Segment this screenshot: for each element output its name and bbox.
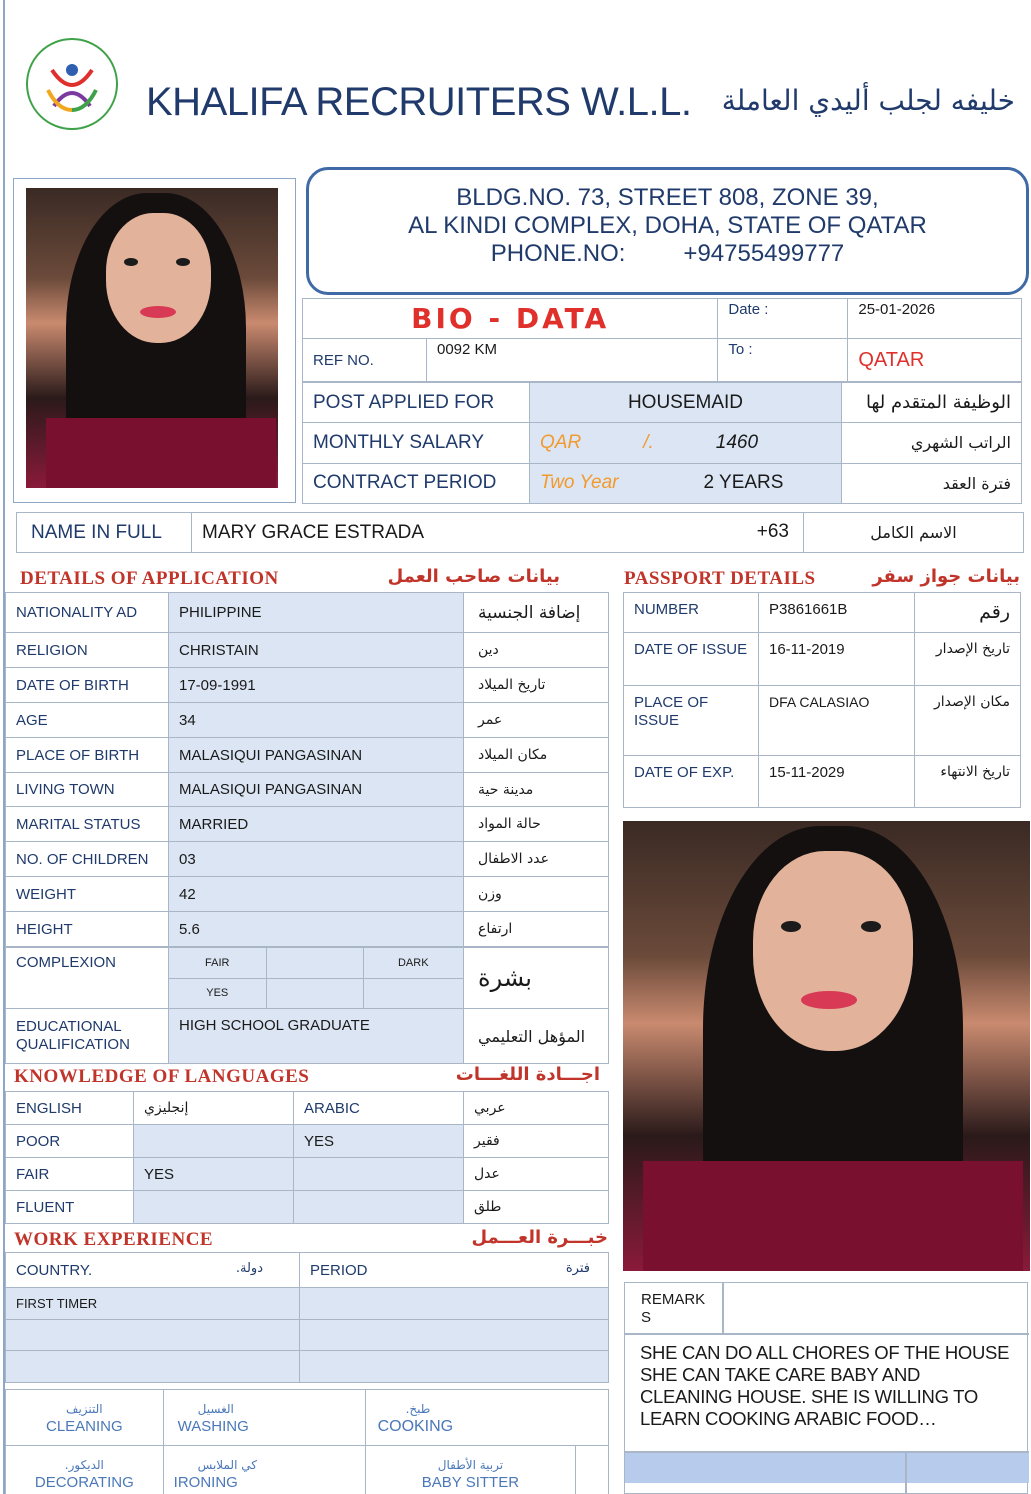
language-english-value	[134, 1191, 294, 1224]
complexion-fair: FAIR	[169, 948, 266, 978]
work-table	[5, 1252, 609, 1383]
passport-label: DATE OF EXP.	[624, 756, 759, 808]
application-label: RELIGION	[6, 633, 169, 668]
lang-english: ENGLISH	[6, 1092, 134, 1125]
work-first-timer: FIRST TIMER	[6, 1288, 300, 1320]
application-value: MALASIQUI PANGASINAN	[169, 773, 464, 807]
post-table	[302, 382, 1022, 504]
application-arabic: تاريخ الميلاد	[464, 668, 609, 703]
passport-heading: PASSPORT DETAILS	[624, 568, 816, 589]
language-english-value	[134, 1125, 294, 1158]
languages-table	[5, 1091, 609, 1224]
passport-value: 15-11-2029	[759, 756, 915, 808]
language-level: FLUENT	[6, 1191, 134, 1224]
application-label: NATIONALITY AD	[6, 593, 169, 633]
application-arabic: ارتفاع	[464, 912, 609, 947]
bio-data-title: BIO - DATA	[303, 299, 718, 339]
company-name: KHALIFA RECRUITERS W.L.L.	[146, 80, 692, 124]
application-value: 42	[169, 877, 464, 912]
language-level-arabic: طلق	[464, 1191, 609, 1224]
application-row	[6, 593, 609, 633]
passport-arabic: تاريخ الإصدار	[915, 633, 1021, 686]
passport-value: DFA CALASIAO	[759, 686, 915, 756]
salary-value: QAR /. 1460	[530, 423, 842, 463]
passport-table	[623, 592, 1021, 808]
language-arabic-value	[294, 1191, 464, 1224]
application-value: CHRISTAIN	[169, 633, 464, 668]
language-level-arabic: عدل	[464, 1158, 609, 1191]
date-value: 25-01-2026	[848, 299, 1022, 339]
company-logo	[26, 38, 118, 130]
to-value: QATAR	[848, 339, 1022, 382]
language-row	[6, 1191, 609, 1224]
language-level-arabic: فقير	[464, 1125, 609, 1158]
application-value: 34	[169, 703, 464, 738]
application-value: PHILIPPINE	[169, 593, 464, 633]
application-arabic: عدد الاطفال	[464, 842, 609, 877]
passport-label: NUMBER	[624, 593, 759, 633]
languages-heading: KNOWLEDGE OF LANGUAGES	[14, 1066, 310, 1087]
passport-label: PLACE OF ISSUE	[624, 686, 759, 756]
application-row	[6, 738, 609, 773]
phone-number: +94755499777	[683, 240, 845, 267]
phone-label: PHONE.NO:	[490, 240, 626, 267]
passport-value: 16-11-2019	[759, 633, 915, 686]
application-arabic: عمر	[464, 703, 609, 738]
application-label: DATE OF BIRTH	[6, 668, 169, 703]
passport-value: P3861661B	[759, 593, 915, 633]
skill-cooking: طبخ. COOKING	[365, 1390, 608, 1446]
work-country: COUNTRY. دولة.	[6, 1253, 300, 1288]
passport-row	[624, 756, 1021, 808]
address-line-1: BLDG.NO. 73, STREET 808, ZONE 39,	[456, 184, 879, 211]
salary-arabic: الراتب الشهري	[842, 423, 1022, 463]
skills-table	[5, 1389, 609, 1494]
language-english-value: YES	[134, 1158, 294, 1191]
passport-arabic: رقم	[915, 593, 1021, 633]
application-label: WEIGHT	[6, 877, 169, 912]
work-heading-arabic: خبـــرة العـــمل	[471, 1227, 608, 1248]
skill-decorating: الديكور. DECORATING	[6, 1446, 164, 1494]
application-row	[6, 703, 609, 738]
skill-baby-sitter: تربية الأطفال BABY SITTER	[365, 1446, 576, 1494]
application-row	[6, 773, 609, 807]
passport-row	[624, 686, 1021, 756]
post-value: HOUSEMAID	[530, 383, 842, 423]
complexion-arabic: بشرة	[464, 948, 609, 1009]
post-arabic: الوظيفة المتقدم لها	[842, 383, 1022, 423]
application-label: MARITAL STATUS	[6, 807, 169, 842]
language-row	[6, 1125, 609, 1158]
work-heading: WORK EXPERIENCE	[14, 1229, 214, 1250]
passport-arabic: تاريخ الانتهاء	[915, 756, 1021, 808]
application-value: 03	[169, 842, 464, 877]
applicant-photo-full	[623, 821, 1030, 1271]
application-row	[6, 912, 609, 947]
language-arabic-value: YES	[294, 1125, 464, 1158]
date-label: Date :	[718, 299, 848, 339]
remark-box	[624, 1282, 1028, 1494]
languages-heading-arabic: اجـــادة اللغـــات	[455, 1064, 600, 1085]
application-table	[5, 592, 609, 947]
complexion-label: COMPLEXION	[6, 948, 169, 1009]
complexion-dark: DARK	[363, 948, 463, 978]
application-row	[6, 877, 609, 912]
language-arabic-value	[294, 1158, 464, 1191]
work-period: PERIOD فترة	[300, 1253, 609, 1288]
language-row	[6, 1158, 609, 1191]
passport-row	[624, 633, 1021, 686]
address-box	[306, 167, 1029, 295]
lang-arabic-arabic: عربي	[464, 1092, 609, 1125]
name-table	[16, 512, 1024, 553]
remark-text: SHE CAN DO ALL CHORES OF THE HOUSE SHE CAN TAKE CARE BABY AND CLEANING HOUSE. SHE IS WILLING TO LEARN COOKING ARABIC FOOD…	[640, 1342, 1010, 1429]
application-row	[6, 668, 609, 703]
application-label: HEIGHT	[6, 912, 169, 947]
passport-row	[624, 593, 1021, 633]
passport-arabic: مكان الإصدار	[915, 686, 1021, 756]
details-heading-arabic: بيانات صاحب العمل	[387, 566, 560, 587]
skill-cleaning: التنزيف CLEANING	[6, 1390, 164, 1446]
application-arabic: إضافة الجنسية	[464, 593, 609, 633]
application-label: NO. OF CHILDREN	[6, 842, 169, 877]
application-arabic: حالة المواد	[464, 807, 609, 842]
application-label: LIVING TOWN	[6, 773, 169, 807]
education-value: HIGH SCHOOL GRADUATE	[169, 1009, 464, 1064]
language-level: FAIR	[6, 1158, 134, 1191]
country-code: +63	[756, 521, 789, 542]
language-level: POOR	[6, 1125, 134, 1158]
application-arabic: وزن	[464, 877, 609, 912]
application-arabic: مكان الميلاد	[464, 738, 609, 773]
application-row	[6, 807, 609, 842]
lang-arabic: ARABIC	[294, 1092, 464, 1125]
application-arabic: مدينة حية	[464, 773, 609, 807]
lang-english-arabic: إنجليزي	[134, 1092, 294, 1125]
application-value: MARRIED	[169, 807, 464, 842]
post-label: POST APPLIED FOR	[303, 383, 530, 423]
applicant-photo	[26, 188, 278, 488]
company-name-arabic: خليفه لجلب أليدي العاملة	[721, 84, 1015, 117]
complexion-grid	[169, 948, 464, 1009]
passport-heading-arabic: بيانات جواز سفر	[872, 566, 1020, 587]
to-label: To :	[718, 339, 848, 382]
complexion-yes: YES	[169, 978, 266, 1008]
complexion-table	[5, 947, 609, 1064]
salary-label: MONTHLY SALARY	[303, 423, 530, 463]
education-label: EDUCATIONAL QUALIFICATION	[6, 1009, 169, 1064]
application-label: AGE	[6, 703, 169, 738]
address-line-2: AL KINDI COMPLEX, DOHA, STATE OF QATAR	[408, 212, 927, 239]
application-row	[6, 842, 609, 877]
application-row	[6, 633, 609, 668]
details-heading: DETAILS OF APPLICATION	[20, 568, 279, 589]
name-arabic: الاسم الكامل	[804, 513, 1024, 553]
contract-arabic: فترة العقد	[842, 463, 1022, 503]
education-arabic: المؤهل التعليمي	[464, 1009, 609, 1064]
application-value: MALASIQUI PANGASINAN	[169, 738, 464, 773]
application-value: 5.6	[169, 912, 464, 947]
contract-label: CONTRACT PERIOD	[303, 463, 530, 503]
skill-washing: الغسيل WASHING	[163, 1390, 365, 1446]
application-label: PLACE OF BIRTH	[6, 738, 169, 773]
skill-ironing: كي الملابس IRONING	[163, 1446, 365, 1494]
passport-label: DATE OF ISSUE	[624, 633, 759, 686]
ref-value: 0092 KM	[427, 339, 718, 382]
contract-value: Two Year 2 YEARS	[530, 463, 842, 503]
application-arabic: دين	[464, 633, 609, 668]
name-value: MARY GRACE ESTRADA +63	[192, 513, 804, 553]
name-label: NAME IN FULL	[17, 513, 192, 553]
ref-label: REF NO.	[303, 339, 427, 382]
application-value: 17-09-1991	[169, 668, 464, 703]
remark-label: REMARK S	[641, 1291, 706, 1326]
bio-data-table	[302, 298, 1022, 382]
